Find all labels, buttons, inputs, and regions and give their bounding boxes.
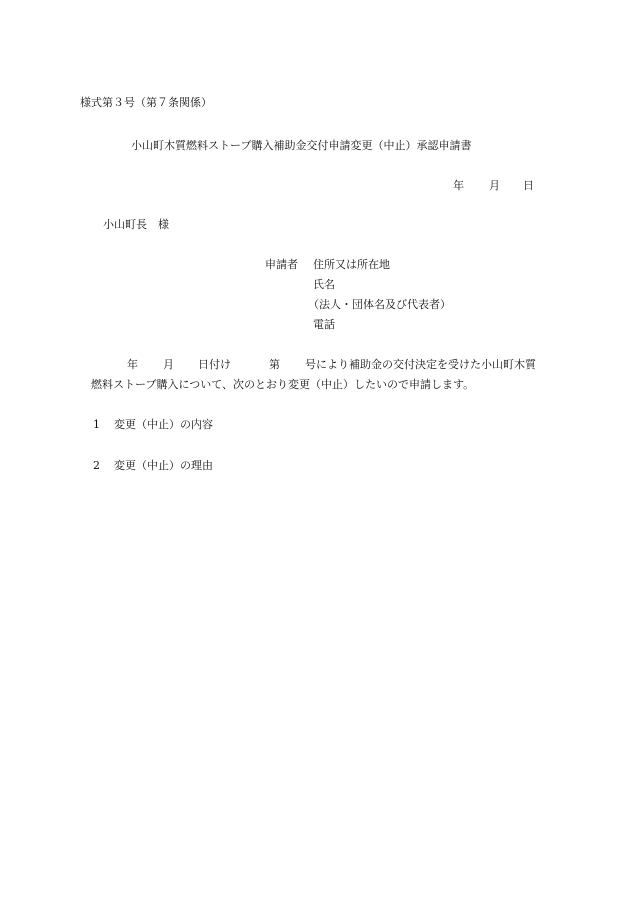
name-label: 氏名 bbox=[313, 278, 335, 291]
item-label: 変更（中止）の理由 bbox=[114, 459, 213, 472]
form-label: 様式第３号（第７条関係） bbox=[80, 96, 212, 109]
date-day-label: 日 bbox=[523, 179, 534, 192]
applicant-label: 申請者 bbox=[265, 258, 298, 271]
body-line1-text: 号により補助金の交付決定を受けた小山町木質 bbox=[305, 358, 536, 371]
item-label: 変更（中止）の内容 bbox=[114, 418, 213, 431]
item-number: 1 bbox=[93, 418, 100, 431]
corporate-note: （法人・団体名及び代表者） bbox=[308, 298, 451, 311]
body-number-prefix: 第 bbox=[269, 358, 280, 371]
document-title: 小山町木質燃料ストーブ購入補助金交付申請変更（中止）承認申請書 bbox=[131, 139, 472, 152]
addressee: 小山町長 様 bbox=[103, 218, 169, 231]
phone-label: 電話 bbox=[313, 318, 335, 331]
address-label: 住所又は所在地 bbox=[313, 258, 390, 271]
body-day-label: 日付け bbox=[198, 358, 231, 371]
date-year-label: 年 bbox=[453, 179, 464, 192]
item-number: 2 bbox=[93, 459, 100, 472]
body-year-label: 年 bbox=[127, 358, 138, 371]
body-line2-text: 燃料ストーブ購入について、次のとおり変更（中止）したいので申請します。 bbox=[91, 378, 475, 391]
body-month-label: 月 bbox=[163, 358, 174, 371]
date-month-label: 月 bbox=[489, 179, 500, 192]
